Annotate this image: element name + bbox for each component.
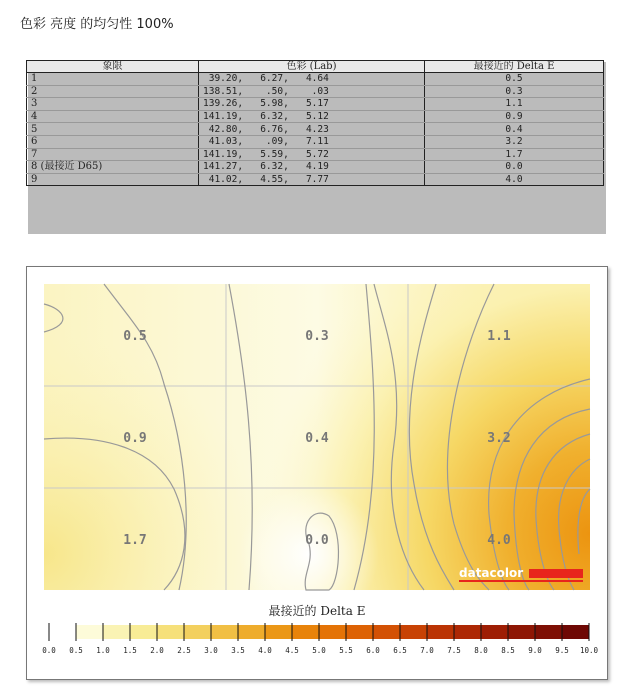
- legend-swatch: [130, 625, 157, 639]
- heatmap-svg: [44, 284, 590, 590]
- legend-tick-label: 7.5: [447, 646, 461, 655]
- legend-tick-label: 3.0: [204, 646, 218, 655]
- quadrant-value-label: 0.3: [305, 329, 329, 344]
- header-color-lab: 色彩 (Lab): [199, 61, 425, 73]
- delta-e-legend: [42, 619, 599, 663]
- table-row: [27, 161, 604, 174]
- legend-swatch: [292, 625, 319, 639]
- legend-tick-label: 9.0: [528, 646, 542, 655]
- quadrant-value-label: 1.7: [123, 533, 147, 548]
- lab-cell: 139.26, 5.98, 5.17: [199, 98, 425, 111]
- delta-e-cell: 0.3: [425, 85, 604, 98]
- table-row: [27, 73, 604, 86]
- delta-e-cell: 0.9: [425, 110, 604, 123]
- legend-tick-label: 3.5: [231, 646, 245, 655]
- table-row: [27, 85, 604, 98]
- legend-swatch: [346, 625, 373, 639]
- legend-swatch: [157, 625, 184, 639]
- legend-swatch: [211, 625, 238, 639]
- delta-e-cell: 0.5: [425, 73, 604, 86]
- table-header-row: [27, 61, 604, 73]
- lab-cell: 138.51, .50, .03: [199, 85, 425, 98]
- legend-title: 最接近的 Delta E: [268, 604, 366, 618]
- legend-tick-label: 0.5: [69, 646, 83, 655]
- quadrant-value-label: 4.0: [487, 533, 511, 548]
- legend-tick-label: 9.5: [555, 646, 569, 655]
- table-row: [27, 173, 604, 186]
- legend-tick-label: 1.5: [123, 646, 137, 655]
- legend-swatch: [508, 625, 535, 639]
- page-title: 色彩 亮度 的均匀性 100%: [20, 17, 174, 32]
- quadrant-cell: 9: [27, 173, 199, 186]
- quadrant-table: [26, 60, 604, 186]
- legend-swatch: [103, 625, 130, 639]
- legend-swatch: [373, 625, 400, 639]
- datacolor-red-bar: [529, 569, 583, 578]
- delta-e-cell: 0.0: [425, 161, 604, 174]
- lab-cell: 141.27, 6.32, 4.19: [199, 161, 425, 174]
- delta-e-cell: 3.2: [425, 135, 604, 148]
- quadrant-value-label: 0.9: [123, 431, 147, 446]
- legend-swatch: [184, 625, 211, 639]
- legend-svg: [42, 619, 599, 659]
- uniformity-heatmap: [44, 284, 590, 590]
- quadrant-cell: 8 (最接近 D65): [27, 161, 199, 174]
- quadrant-cell: 2: [27, 85, 199, 98]
- legend-tick-label: 10.0: [579, 646, 599, 655]
- lab-cell: 39.20, 6.27, 4.64: [199, 73, 425, 86]
- legend-tick-label: 4.5: [285, 646, 299, 655]
- datacolor-wordmark: datacolor: [459, 566, 524, 580]
- quadrant-value-label: 0.5: [123, 329, 147, 344]
- legend-swatch: [265, 625, 292, 639]
- delta-e-cell: 0.4: [425, 123, 604, 136]
- quadrant-cell: 7: [27, 148, 199, 161]
- quadrant-value-label: 0.0: [305, 533, 329, 548]
- legend-swatch: [319, 625, 346, 639]
- delta-e-cell: 4.0: [425, 173, 604, 186]
- table-row: [27, 135, 604, 148]
- delta-e-cell: 1.7: [425, 148, 604, 161]
- legend-swatch: [481, 625, 508, 639]
- legend-swatch: [49, 625, 76, 639]
- table-row: [27, 148, 604, 161]
- legend-swatch: [76, 625, 103, 639]
- legend-tick-label: 8.0: [474, 646, 488, 655]
- lab-cell: 41.02, 4.55, 7.77: [199, 173, 425, 186]
- lab-cell: 42.80, 6.76, 4.23: [199, 123, 425, 136]
- quadrant-cell: 4: [27, 110, 199, 123]
- table-row: [27, 110, 604, 123]
- legend-tick-label: 2.0: [150, 646, 164, 655]
- legend-tick-label: 7.0: [420, 646, 434, 655]
- delta-e-cell: 1.1: [425, 98, 604, 111]
- legend-swatch: [562, 625, 589, 639]
- lab-cell: 41.03, .09, 7.11: [199, 135, 425, 148]
- legend-tick-label: 4.0: [258, 646, 272, 655]
- quadrant-value-label: 1.1: [487, 329, 511, 344]
- legend-tick-label: 6.5: [393, 646, 407, 655]
- quadrant-value-label: 3.2: [487, 431, 511, 446]
- legend-swatch: [238, 625, 265, 639]
- legend-swatch: [454, 625, 481, 639]
- lab-cell: 141.19, 6.32, 5.12: [199, 110, 425, 123]
- header-delta-e: 最接近的 Delta E: [425, 61, 604, 73]
- legend-swatch: [427, 625, 454, 639]
- quadrant-cell: 5: [27, 123, 199, 136]
- legend-tick-label: 8.5: [501, 646, 515, 655]
- table-row: [27, 123, 604, 136]
- lab-cell: 141.19, 5.59, 5.72: [199, 148, 425, 161]
- legend-tick-label: 5.0: [312, 646, 326, 655]
- quadrant-cell: 1: [27, 73, 199, 86]
- datacolor-logo: [457, 565, 585, 585]
- legend-tick-label: 5.5: [339, 646, 353, 655]
- quadrant-cell: 3: [27, 98, 199, 111]
- datacolor-underline: [459, 580, 583, 582]
- quadrant-value-label: 0.4: [305, 431, 329, 446]
- legend-tick-label: 1.0: [96, 646, 110, 655]
- legend-swatch: [535, 625, 562, 639]
- legend-tick-label: 6.0: [366, 646, 380, 655]
- table-row: [27, 98, 604, 111]
- uniformity-panel: [26, 266, 608, 680]
- quadrant-cell: 6: [27, 135, 199, 148]
- datacolor-logo-svg: [457, 565, 585, 585]
- legend-tick-label: 0.0: [42, 646, 56, 655]
- header-quadrant: 象限: [27, 61, 199, 73]
- legend-swatch: [400, 625, 427, 639]
- legend-tick-label: 2.5: [177, 646, 191, 655]
